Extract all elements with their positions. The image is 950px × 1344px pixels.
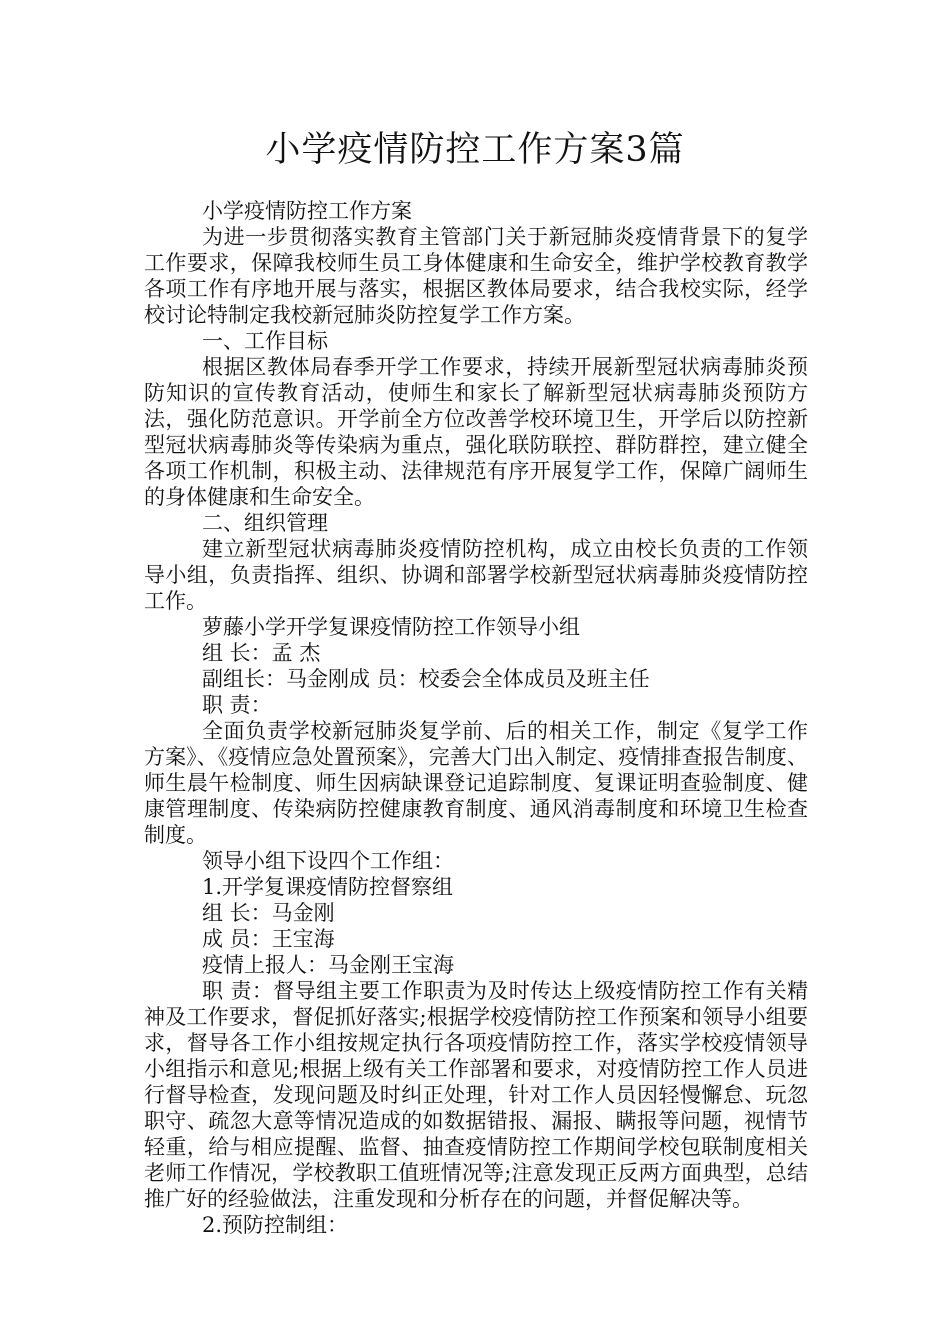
section-heading: 二、组织管理: [202, 511, 328, 535]
section-heading: 一、工作目标: [202, 329, 328, 353]
document-title: 小学疫情防控工作方案3篇: [265, 130, 685, 170]
body-paragraph: 建立新型冠状病毒肺炎疫情防控机构，成立由校长负责的工作领导小组，负责指挥、组织、协调和部署学校新型冠状病毒肺炎疫情防控工作。: [144, 537, 808, 613]
group-leader-line: 组 长：孟 杰: [202, 641, 321, 665]
subgroups-intro: 领导小组下设四个工作组：: [202, 849, 454, 873]
body-paragraph: 全面负责学校新冠肺炎复学前、后的相关工作，制定《复学工作方案》、《疫情应急处置预案》，完善大门出入制定、疫情排查报告制度、师生晨午检制度、师生因病缺课登记追踪制度、复课证明查验制度、健康管理制度、传染病防控健康教育制度、通风消毒制度和环境卫生检查制度。: [144, 719, 808, 847]
body-paragraph: 根据区教体局春季开学工作要求，持续开展新型冠状病毒肺炎预防知识的宣传教育活动，使师生和家长了解新型冠状病毒肺炎预防方法，强化防范意识。开学前全方位改善学校环境卫生，开学后以防控新型冠状病毒肺炎等传染病为重点，强化联防联控、群防群控，建立健全各项工作机制，积极主动、法律规范有序开展复学工作，保障广阔师生的身体健康和生命安全。: [144, 355, 808, 509]
reporter-line: 疫情上报人：马金刚王宝海: [202, 953, 454, 977]
group-members-line: 副组长：马金刚成 员：校委会全体成员及班主任: [202, 667, 650, 691]
duties-label: 职 责：: [202, 693, 272, 717]
subgroup-heading: 1.开学复课疫情防控督察组: [202, 875, 454, 899]
section-heading: 小学疫情防控工作方案: [202, 199, 412, 223]
group-title: 萝藤小学开学复课疫情防控工作领导小组: [202, 615, 580, 639]
document-body: [144, 198, 808, 1238]
subgroup-heading: 2.预防控制组：: [202, 1213, 349, 1237]
intro-paragraph: 为进一步贯彻落实教育主管部门关于新冠肺炎疫情背景下的复学工作要求，保障我校师生员工身体健康和生命安全，维护学校教育教学各项工作有序地开展与落实，根据区教体局要求，结合我校实际，经学校讨论特制定我校新冠肺炎防控复学工作方案。: [144, 225, 808, 327]
body-paragraph: 职 责：督导组主要工作职责为及时传达上级疫情防控工作有关精神及工作要求，督促抓好落实;根据学校疫情防控工作预案和领导小组要求，督导各工作小组按规定执行各项疫情防控工作，落实学校疫情领导小组指示和意见;根据上级有关工作部署和要求，对疫情防控工作人员进行督导检查，发现问题及时纠正处理，针对工作人员因轻慢懈怠、玩忽职守、疏忽大意等情况造成的如数据错报、漏报、瞒报等问题，视情节轻重，给与相应提醒、监督、抽查疫情防控工作期间学校包联制度相关老师工作情况，学校教职工值班情况等;注意发现正反两方面典型，总结推广好的经验做法，注重发现和分析存在的问题，并督促解决等。: [144, 979, 808, 1211]
subgroup-leader-line: 组 长：马金刚: [202, 901, 335, 925]
subgroup-members-line: 成 员：王宝海: [202, 927, 335, 951]
